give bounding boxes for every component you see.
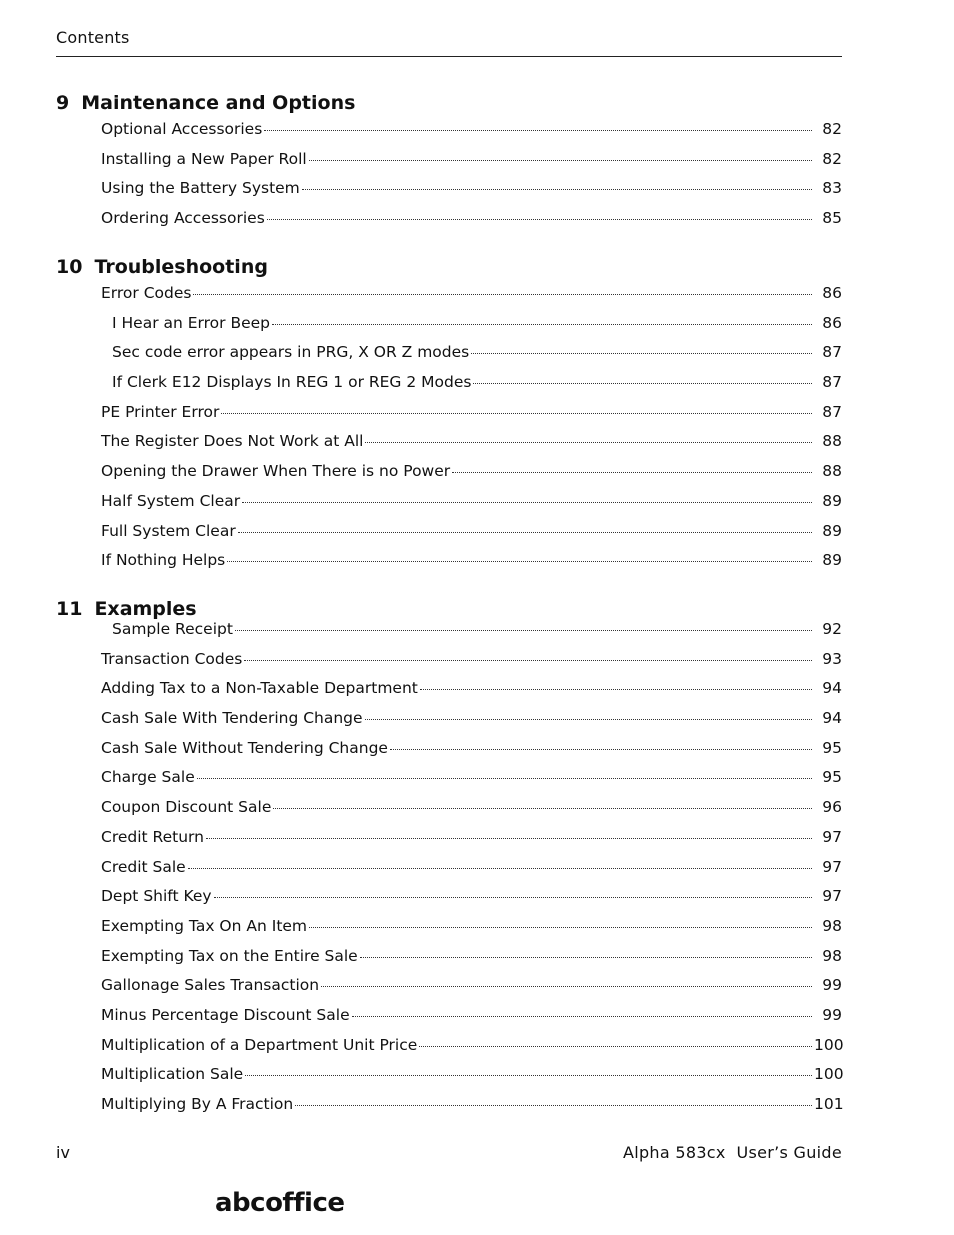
- toc-entry-label: Installing a New Paper Roll: [101, 149, 307, 168]
- toc-entry-page-number: 101: [814, 1095, 844, 1113]
- toc-entry-page-number: 98: [822, 916, 842, 935]
- toc-entry[interactable]: [56, 1006, 842, 1036]
- toc-entry-label: Minus Percentage Discount Sale: [101, 1005, 350, 1024]
- dot-leader: [309, 927, 812, 928]
- toc-entry-page-number: 83: [822, 179, 842, 198]
- toc-entry-page-number: 89: [822, 491, 842, 510]
- toc-entry-page-number: 86: [822, 313, 842, 332]
- chapter-number: 11: [56, 598, 83, 620]
- toc-entry-label: Multiplication Sale: [101, 1065, 244, 1084]
- chapter-heading[interactable]: [56, 90, 842, 116]
- toc-entry-label: Multiplying By A Fraction: [101, 1095, 294, 1113]
- dot-leader: [352, 1016, 812, 1017]
- dot-leader: [245, 1075, 812, 1076]
- toc-entry-page-number: 97: [822, 887, 842, 906]
- toc-entry-page-number: 99: [822, 976, 842, 995]
- dot-leader: [193, 294, 812, 295]
- toc-entry[interactable]: [56, 314, 842, 344]
- toc-entry-page-number: 82: [822, 149, 842, 168]
- dot-leader: [365, 442, 812, 443]
- toc-entry[interactable]: [56, 403, 842, 433]
- toc-entry-page-number: 96: [822, 798, 842, 817]
- chapter-title: Examples: [94, 598, 197, 620]
- chapter-heading[interactable]: [56, 254, 842, 280]
- toc-entry-label: Charge Sale: [101, 768, 195, 787]
- toc-entry-list: [56, 620, 842, 1125]
- dot-leader: [238, 532, 812, 533]
- dot-leader: [214, 897, 812, 898]
- dot-leader: [473, 383, 812, 384]
- dot-leader: [321, 986, 812, 987]
- toc-entry[interactable]: [56, 768, 842, 798]
- toc-entry-label: Opening the Drawer When There is no Power: [101, 462, 451, 481]
- toc-entry-label: Cash Sale With Tendering Change: [101, 709, 363, 728]
- toc-entry[interactable]: [56, 522, 842, 552]
- header-rule: [56, 56, 842, 57]
- toc-entry-label: Multiplication of a Department Unit Price: [101, 1035, 418, 1054]
- toc-entry-page-number: 92: [822, 620, 842, 638]
- dot-leader: [272, 324, 812, 325]
- toc-entry[interactable]: [56, 887, 842, 917]
- toc-entry-page-number: 99: [822, 1005, 842, 1024]
- toc-entry[interactable]: [56, 1095, 842, 1125]
- toc-entry[interactable]: [56, 739, 842, 769]
- running-head: Contents: [56, 28, 130, 47]
- toc-entry-page-number: 87: [822, 402, 842, 421]
- toc-entry-label: Ordering Accessories: [101, 209, 265, 228]
- footer-guide-title: Alpha 583cx User’s Guide: [622, 1143, 842, 1162]
- toc-entry[interactable]: [56, 798, 842, 828]
- toc-entry-label: Gallonage Sales Transaction: [101, 976, 320, 995]
- dot-leader: [242, 502, 812, 503]
- dot-leader: [273, 808, 812, 809]
- chapter-title: Maintenance and Options: [81, 92, 356, 114]
- dot-leader: [235, 630, 812, 631]
- dot-leader: [360, 957, 812, 958]
- chapter-number: 10: [56, 256, 83, 278]
- dot-leader: [471, 353, 812, 354]
- toc-entry[interactable]: [56, 828, 842, 858]
- toc-entry-page-number: 85: [822, 209, 842, 228]
- toc-entry-label: If Clerk E12 Displays In REG 1 or REG 2 Modes: [112, 373, 472, 392]
- toc-entry-label: If Nothing Helps: [101, 551, 226, 570]
- toc-entry-label: Credit Sale: [101, 857, 186, 876]
- toc-entry[interactable]: [56, 620, 842, 650]
- footer-page-number: iv: [56, 1143, 70, 1162]
- dot-leader: [221, 413, 812, 414]
- toc-entry-label: Adding Tax to a Non-Taxable Department: [101, 679, 418, 698]
- toc-entry-label: Sample Receipt: [112, 620, 233, 638]
- toc-entry[interactable]: [56, 1065, 842, 1095]
- toc-entry[interactable]: [56, 917, 842, 947]
- dot-leader: [390, 749, 812, 750]
- toc-entry-label: Half System Clear: [101, 491, 241, 510]
- toc-entry[interactable]: [56, 120, 842, 150]
- toc-entry-label: Sec code error appears in PRG, X OR Z modes: [112, 343, 470, 362]
- toc-entry-label: Error Codes: [101, 284, 192, 302]
- toc-entry-list: [56, 284, 842, 581]
- toc-entry-label: Full System Clear: [101, 521, 236, 540]
- toc-entry-label: The Register Does Not Work at All: [101, 432, 364, 451]
- toc-entry[interactable]: [56, 858, 842, 888]
- toc-entry[interactable]: [56, 462, 842, 492]
- dot-leader: [197, 778, 812, 779]
- dot-leader: [365, 719, 812, 720]
- toc-entry-page-number: 93: [822, 649, 842, 668]
- toc-entry[interactable]: [56, 551, 842, 581]
- abcoffice-logo: abcoffice: [215, 1188, 345, 1218]
- toc-entry[interactable]: [56, 1036, 842, 1066]
- chapter-number: 9: [56, 92, 70, 114]
- dot-leader: [264, 130, 812, 131]
- dot-leader: [302, 189, 812, 190]
- dot-leader: [206, 838, 812, 839]
- toc-entry-page-number: 97: [822, 857, 842, 876]
- toc-entry[interactable]: [56, 432, 842, 462]
- toc-entry-page-number: 95: [822, 768, 842, 787]
- toc-entry[interactable]: [56, 150, 842, 180]
- toc-entry[interactable]: [56, 650, 842, 680]
- toc-entry-label: PE Printer Error: [101, 402, 220, 421]
- toc-entry-page-number: 87: [822, 343, 842, 362]
- toc-entry-label: Transaction Codes: [101, 649, 243, 668]
- chapter-heading[interactable]: [56, 596, 842, 622]
- toc-entry-label: Optional Accessories: [101, 120, 263, 138]
- toc-entry[interactable]: [56, 179, 842, 209]
- toc-entry-page-number: 98: [822, 946, 842, 965]
- toc-entry[interactable]: [56, 492, 842, 522]
- toc-entry-label: I Hear an Error Beep: [112, 313, 270, 332]
- toc-entry-page-number: 88: [822, 462, 842, 481]
- dot-leader: [452, 472, 812, 473]
- toc-entry-label: Exempting Tax on the Entire Sale: [101, 946, 358, 965]
- toc-entry[interactable]: [56, 284, 842, 314]
- dot-leader: [188, 868, 812, 869]
- dot-leader: [295, 1105, 812, 1106]
- toc-entry-label: Cash Sale Without Tendering Change: [101, 738, 388, 757]
- dot-leader: [309, 160, 812, 161]
- toc-entry-page-number: 86: [822, 284, 842, 302]
- toc-entry-label: Using the Battery System: [101, 179, 300, 198]
- toc-entry[interactable]: [56, 679, 842, 709]
- dot-leader: [420, 689, 812, 690]
- toc-entry-page-number: 100: [814, 1065, 844, 1084]
- chapter-section-10: [56, 254, 842, 581]
- toc-entry[interactable]: [56, 709, 842, 739]
- dot-leader: [227, 561, 812, 562]
- toc-entry[interactable]: [56, 343, 842, 373]
- toc-entry[interactable]: [56, 976, 842, 1006]
- dot-leader: [267, 219, 812, 220]
- toc-entry-page-number: 89: [822, 551, 842, 570]
- toc-entry-label: Coupon Discount Sale: [101, 798, 272, 817]
- toc-entry[interactable]: [56, 373, 842, 403]
- toc-entry-label: Dept Shift Key: [101, 887, 212, 906]
- chapter-section-11: [56, 596, 842, 1125]
- toc-entry[interactable]: [56, 209, 842, 239]
- toc-entry-page-number: 97: [822, 827, 842, 846]
- toc-entry-page-number: 100: [814, 1035, 844, 1054]
- chapter-title: Troubleshooting: [94, 256, 268, 278]
- toc-entry-label: Exempting Tax On An Item: [101, 916, 308, 935]
- dot-leader: [419, 1046, 812, 1047]
- toc-entry-page-number: 88: [822, 432, 842, 451]
- toc-entry[interactable]: [56, 947, 842, 977]
- dot-leader: [244, 660, 812, 661]
- toc-entry-page-number: 94: [822, 679, 842, 698]
- toc-entry-list: [56, 120, 842, 239]
- toc-entry-page-number: 89: [822, 521, 842, 540]
- toc-entry-page-number: 94: [822, 709, 842, 728]
- toc-entry-label: Credit Return: [101, 827, 204, 846]
- toc-entry-page-number: 87: [822, 373, 842, 392]
- toc-entry-page-number: 95: [822, 738, 842, 757]
- toc-entry-page-number: 82: [822, 120, 842, 138]
- chapter-section-9: [56, 90, 842, 239]
